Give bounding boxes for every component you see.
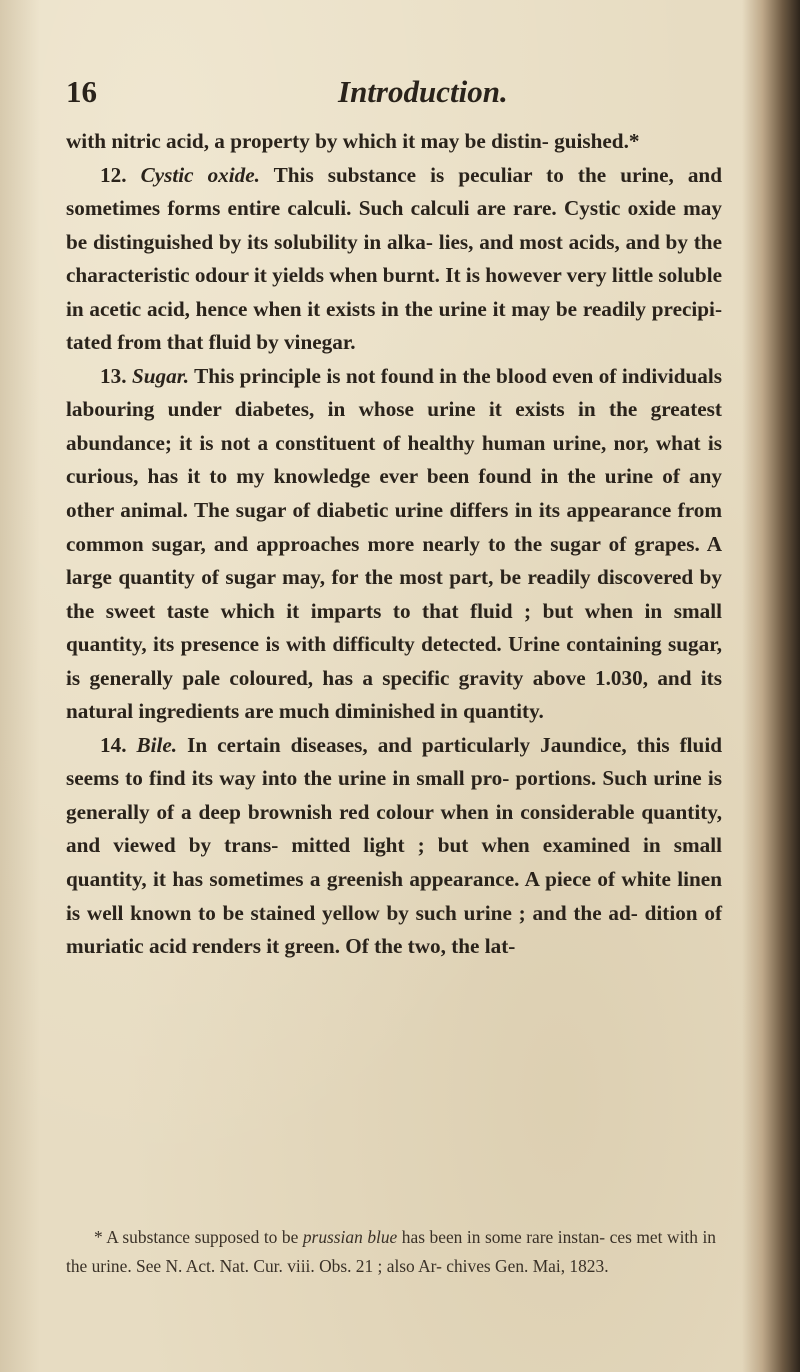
- footnote: [66, 1223, 716, 1281]
- page-header: [66, 74, 706, 118]
- section-title: Cystic oxide.: [140, 162, 260, 187]
- body-text: [66, 125, 722, 964]
- page-number: 16: [66, 74, 97, 109]
- footnote-text: has been in some rare instan- ces met with in the urine. See N. Act. Nat. Cur. viii. Obs. 21 ; also Ar- chives Gen. Mai, 1823.: [66, 1227, 716, 1276]
- paragraph-text: This substance is peculiar to the urine, and sometimes forms entire calculi. Such calculi are rare. Cystic oxide may be distinguished by its solubility in alka- lies, and most acids, and by the characteristic odour it yields when burnt. It is however very little soluble in acetic acid, hence when it exists in the urine it may be readily precipi- tated from that fluid by vinegar.: [66, 162, 723, 355]
- page-right-edge: [742, 0, 800, 1372]
- page-left-shadow: [0, 0, 40, 1372]
- paragraph-text: with nitric acid, a property by which it may be distin- guished.*: [66, 129, 640, 153]
- section-number: 14.: [100, 732, 127, 757]
- section-title: Sugar.: [131, 363, 190, 388]
- paragraph-continuation: [66, 125, 722, 159]
- section-title: Bile.: [136, 732, 178, 757]
- footnote-emphasis: prussian blue: [302, 1227, 398, 1247]
- paragraph-text: This principle is not found in the blood even of individuals labouring under diabetes, in whose urine it exists in the greatest abundance; it is not a constituent of healthy human urine, nor, what is curious, has it to my knowledge ever been found in the urine of any other animal. The sugar of diabetic urine differs in its appearance from common sugar, and approaches more nearly to the sugar of grapes. A large quantity of sugar may, for the most part, be readily discovered by the sweet taste which it imparts to that fluid ; but when in small quantity, its presence is with difficulty detected. Urine containing sugar, is generally pale coloured, has a specific gravity above 1.030, and its natural ingredients are much diminished in quantity.: [66, 363, 723, 724]
- section-number: 12.: [100, 162, 127, 187]
- paragraph-bile: [66, 729, 722, 964]
- section-number: 13.: [100, 363, 127, 388]
- paragraph-sugar: [66, 360, 722, 729]
- running-title: Introduction.: [338, 74, 508, 109]
- footnote-text: * A substance supposed to be: [94, 1227, 303, 1247]
- paragraph-cystic-oxide: [66, 159, 722, 360]
- paragraph-text: In certain diseases, and particularly Jaundice, this fluid seems to find its way into the urine in small pro- portions. Such urine is generally of a deep brownish red colour when in considerable quantity, and viewed by trans- mitted light ; but when examined in small quantity, it has sometimes a greenish appearance. A piece of white linen is well known to be stained yellow by such urine ; and the ad- dition of muriatic acid renders it green. Of the two, the lat-: [66, 732, 723, 959]
